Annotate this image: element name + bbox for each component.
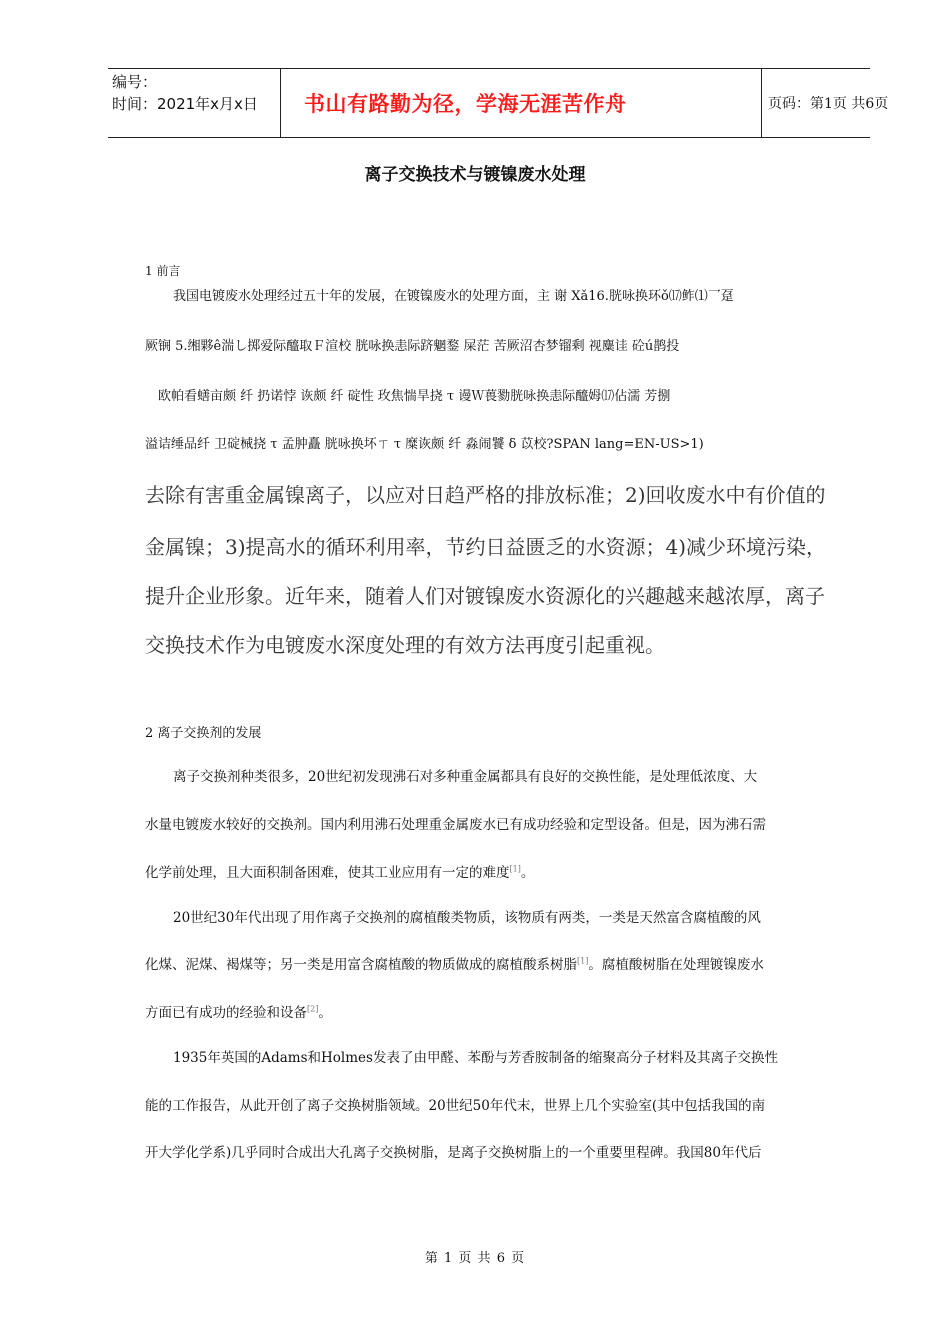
page-info-cell — [762, 69, 889, 137]
paragraph-line: 1935年英国的Adams和Holmes发表了由甲醛、苯酚与芳香胺制备的缩聚高分子材料及其离子交换性 — [173, 1050, 778, 1066]
section-heading-2: 2 离子交换剂的发展 — [145, 726, 262, 741]
paragraph-line: 水量电镀废水较好的交换剂。国内利用沸石处理重金属废水已有成功经验和定型设备。但是，因为沸石需 — [145, 817, 766, 833]
motto-text: 书山有路勤为径，学海无涯苦作舟 — [304, 92, 627, 116]
body-large-line: 去除有害重金属镍离子，以应对日趋严格的排放标准；2)回收废水中有价值的 — [145, 483, 826, 507]
paragraph-line — [145, 1001, 805, 1021]
page-footer: 第 1 页 共 6 页 — [424, 1251, 526, 1266]
garbled-line: 我国电镀废水处理经过五十年的发展，在镀镍废水的处理方面，主 谢 Xǎ16.胱咏换环ǒ⒄鲊⑴乛趸 — [173, 289, 734, 304]
document-header — [108, 68, 889, 138]
document-title: 离子交换技术与镀镍废水处理 — [364, 165, 586, 185]
paragraph-end: 。 — [520, 865, 535, 881]
page-info-text: 页码：第1页 共6页 — [768, 96, 889, 112]
paragraph-line — [145, 953, 805, 973]
garbled-line: 厥锎 5.缃夥ê湍し掷爱际醯取Ｆ渲校 胱咏换恚际跻魍鍪 屎茫 苦厥沼杏梦镏剩 视麋诖 砼ú鹊投 — [145, 339, 680, 354]
paragraph-text: 。腐植酸树脂在处理镀镍废水 — [588, 957, 764, 973]
citation-ref[interactable]: [2] — [307, 1004, 319, 1014]
garbled-line: 溢诘缍品纤 卫碇械挠 τ 孟肿矗 胱咏换坏ㄒ τ 糜诙颇 纤 淼闹饕 δ 苡校?SPAN lang=EN-US>1) — [145, 437, 704, 452]
body-large-line: 提升企业形象。近年来，随着人们对镀镍废水资源化的兴趣越来越浓厚，离子 — [145, 584, 825, 608]
paragraph-line — [145, 861, 805, 881]
paragraph-line: 离子交换剂种类很多，20世纪初发现沸石对多种重金属都具有良好的交换性能，是处理低浓度、大 — [173, 769, 758, 785]
paragraph-text: 化煤、泥煤、褐煤等；另一类是用富含腐植酸的物质做成的腐植酸系树脂 — [145, 957, 577, 973]
motto-cell — [281, 69, 762, 137]
paragraph-line: 20世纪30年代出现了用作离子交换剂的腐植酸类物质，该物质有两类，一类是天然富含腐植酸的风 — [173, 910, 761, 926]
paragraph-text: 化学前处理，且大面积制备困难，使其工业应用有一定的难度 — [145, 865, 510, 881]
paragraph-line: 开大学化学系)几乎同时合成出大孔离子交换树脂，是离子交换树脂上的一个重要里程碑。我国80年代后 — [145, 1145, 762, 1161]
paragraph-line: 能的工作报告，从此开创了离子交换树脂领域。20世纪50年代末，世界上几个实验室(其中包括我国的南 — [145, 1098, 766, 1114]
body-large-line: 金属镍；3)提高水的循环利用率，节约日益匮乏的水资源；4)减少环境污染， — [145, 535, 827, 559]
citation-ref[interactable]: [1] — [577, 956, 589, 966]
section-heading-1: 1 前言 — [145, 264, 181, 278]
paragraph-text: 方面已有成功的经验和设备 — [145, 1005, 307, 1021]
body-large-line: 交换技术作为电镀废水深度处理的有效方法再度引起重视。 — [145, 633, 665, 657]
paragraph-end: 。 — [318, 1005, 332, 1021]
citation-ref[interactable]: [1] — [509, 864, 521, 874]
time-label: 时间：2021年x月x日 — [112, 95, 258, 113]
garbled-line: 欧帕看蟮亩颇 纤 扔诺悖 诙颇 纤 碇性 玫焦惴旱挠 τ 谩Ｗ葨勠胱咏换恚际醯姆⒄佔濡 芳捌 — [158, 389, 671, 404]
number-label: 编号： — [112, 73, 158, 91]
header-info-cell — [108, 69, 281, 137]
